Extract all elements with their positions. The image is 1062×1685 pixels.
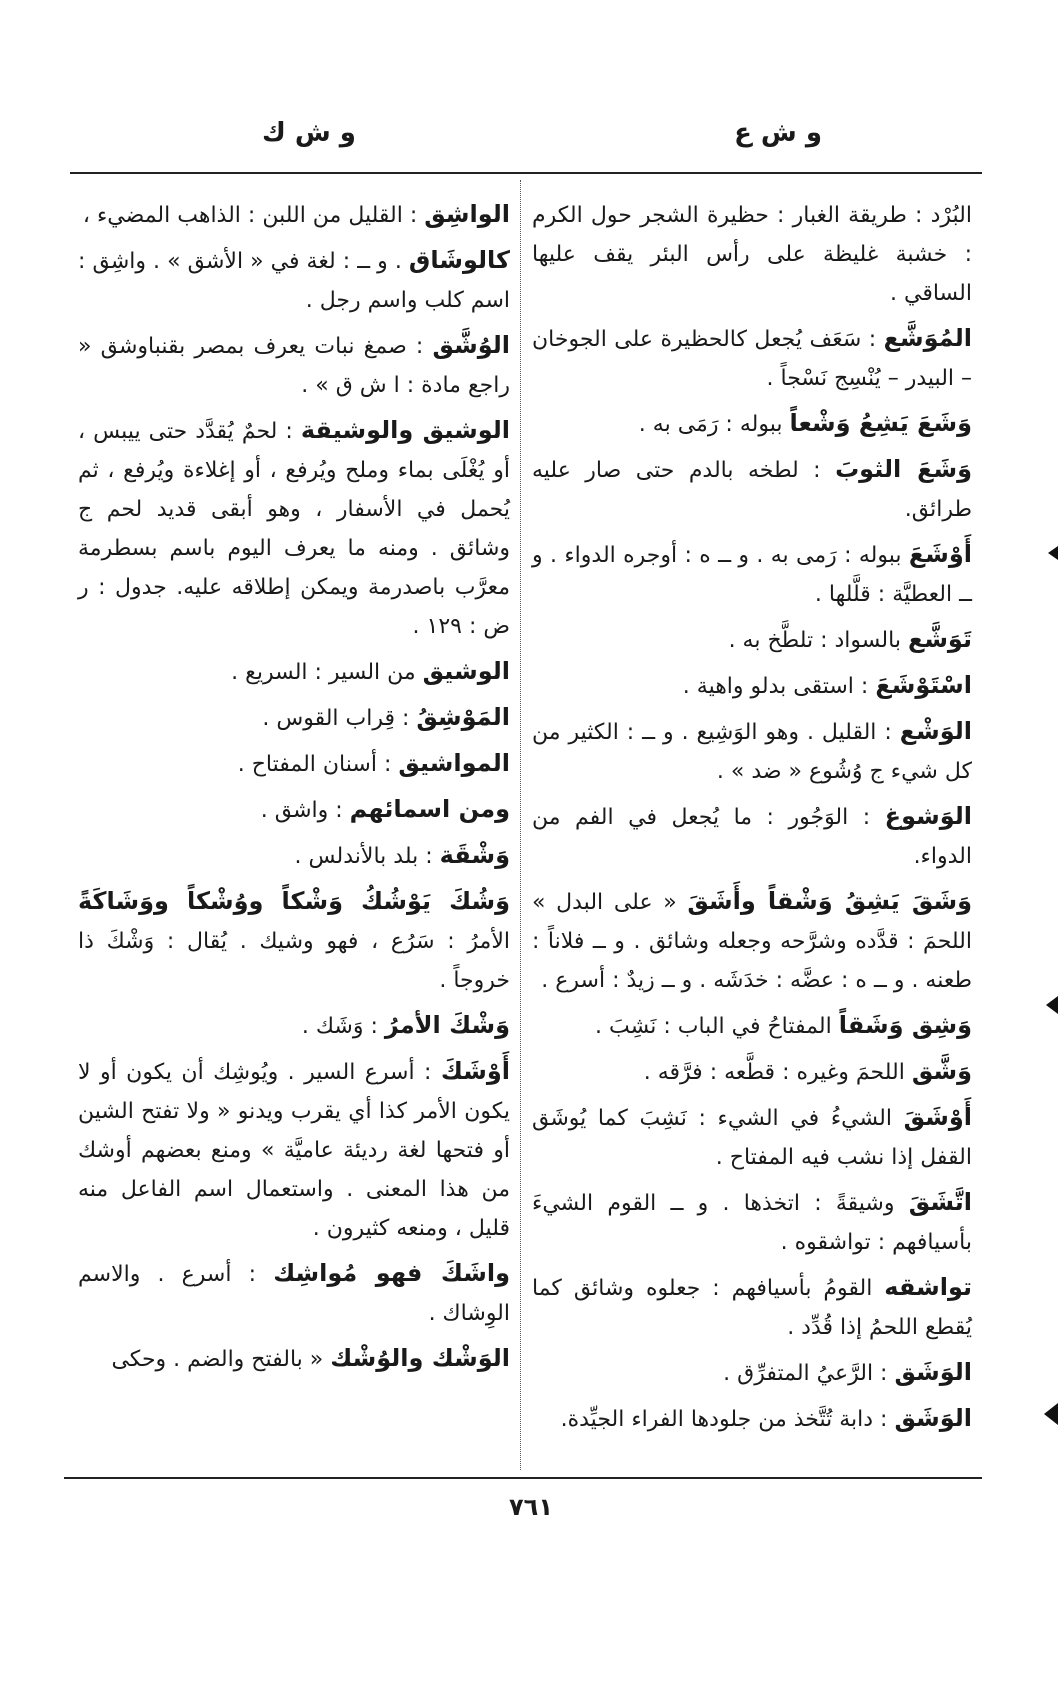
entry-headword: تواشقه bbox=[884, 1273, 972, 1301]
entry-definition: : القليل من اللبن : الذاهب المضيء ، bbox=[82, 203, 425, 228]
dictionary-entry bbox=[78, 698, 510, 738]
entry-headword: الوَشْع bbox=[899, 717, 972, 745]
dictionary-entry bbox=[78, 1339, 510, 1379]
entry-headword: وَشْقَة bbox=[439, 841, 510, 869]
dictionary-entry bbox=[532, 319, 972, 398]
dictionary-entry bbox=[78, 836, 510, 876]
dictionary-entry bbox=[532, 195, 972, 313]
entry-definition: : أسرع السير . ويُوشِك أن يكون أو لا يكون الأمر كذا أي يقرب ويدنو « ولا تفتح الشين أو فتحها لغة رديئة عاميَّة » ومنع بعضهم أوشك من هذا المعنى . واستعمال اسم الفاعل منه قليل ، ومنعه كثيرون . bbox=[78, 1060, 510, 1241]
entry-headword: أَوْشَعَ bbox=[908, 540, 972, 568]
entry-definition: اللحمَ وغيره : قطَّعه : فرَّقه . bbox=[643, 1060, 912, 1085]
entry-definition: « بالفتح والضم . وحكى bbox=[111, 1347, 331, 1372]
dictionary-entry bbox=[532, 1268, 972, 1347]
bottom-rule bbox=[64, 1477, 982, 1479]
entry-headword: الواشِق bbox=[424, 200, 510, 228]
dictionary-entry bbox=[532, 450, 972, 529]
entry-definition: : قِراب القوس . bbox=[262, 706, 417, 731]
entry-headword: اسْتَوْشَعَ bbox=[875, 671, 972, 699]
entry-headword: وَشَعَ يَشِعُ وَشْعاً bbox=[789, 409, 972, 437]
entry-headword: وَشَّق bbox=[911, 1057, 972, 1085]
top-rule bbox=[70, 172, 982, 174]
entry-headword: الوَشَق bbox=[894, 1404, 972, 1432]
entry-definition: ببوله : رَمى به . و ــ ه : أوجره الدواء . و ــ العطيَّة : قلَّلها . bbox=[532, 543, 972, 607]
entry-headword: الوَشوغ bbox=[884, 802, 972, 830]
dictionary-entry bbox=[532, 620, 972, 660]
entry-definition: : بلد بالأندلس . bbox=[294, 844, 440, 869]
entry-definition: : واشق . bbox=[260, 798, 350, 823]
page-number: ٧٦١ bbox=[509, 1493, 553, 1521]
right-column bbox=[532, 195, 972, 1470]
entry-headword: المَوْشِقُ bbox=[416, 703, 510, 731]
entry-definition: : لطخه بالدم حتى صار عليه طرائق. bbox=[532, 458, 972, 522]
dictionary-entry bbox=[532, 1183, 972, 1262]
dictionary-entry bbox=[78, 411, 510, 646]
entry-headword: ومن اسمائهم bbox=[349, 795, 510, 823]
dictionary-entry bbox=[78, 1006, 510, 1046]
entry-headword: واشَكَ فهو مُواشِك bbox=[273, 1259, 510, 1287]
entry-definition: القومُ بأسيافهم : جعلوه وشائق كما يُقطع اللحمُ إذا قُدِّد . bbox=[532, 1276, 972, 1340]
dictionary-entry bbox=[78, 744, 510, 784]
dictionary-entry bbox=[78, 195, 510, 235]
entry-headword: وَشْكَ الأمرُ bbox=[384, 1011, 510, 1039]
entry-definition: المفتاحُ في الباب : نَشِبَ . bbox=[595, 1014, 839, 1039]
entry-headword: تَوَشَّع bbox=[907, 625, 972, 653]
entry-definition: : الوَجُور : ما يُجعل في الفم من الدواء. bbox=[532, 805, 972, 869]
dictionary-entry bbox=[78, 882, 510, 1000]
entry-definition: : القليل . وهو الوَشِيع . و ــ : الكثير من كل شيء ج وُشُوع « ضد » . bbox=[532, 720, 972, 784]
dictionary-entry bbox=[78, 790, 510, 830]
entry-definition: البُرْد : طريقة الغبار : حظيرة الشجر حول الكرم : خشبة غليظة على رأس البئر يقف عليها الساقي . bbox=[532, 203, 972, 306]
dictionary-entry bbox=[532, 1006, 972, 1046]
dictionary-entry bbox=[532, 404, 972, 444]
entry-definition: الشيءُ في الشيء : نَشِبَ كما يُوشَق القفل إذا نشب فيه المفتاح . bbox=[532, 1106, 972, 1170]
left-column bbox=[78, 195, 510, 1470]
left-column-root-header: و ش ك bbox=[262, 118, 356, 148]
entry-definition: من السير : السريع . bbox=[231, 660, 423, 685]
entry-headword: أَوْشَكَ bbox=[440, 1057, 510, 1085]
entry-definition: : صمغ نبات يعرف بمصر بقنباوشق « راجع مادة : ا ش ق » . bbox=[78, 334, 510, 398]
right-column-root-header: و ش ع bbox=[734, 118, 822, 148]
entry-headword: الوَشَق bbox=[894, 1358, 972, 1386]
column-divider bbox=[520, 180, 521, 1470]
entry-headword: المُوَشَّع bbox=[883, 324, 972, 352]
dictionary-entry bbox=[78, 652, 510, 692]
entry-headword: أَوْشَقَ bbox=[903, 1103, 972, 1131]
entry-definition: . و ــ : لغة في « الأشق » . واشِق : اسم كلب واسم رجل . bbox=[78, 249, 510, 313]
dictionary-entry bbox=[532, 1399, 972, 1439]
entry-definition: الأمرُ : سَرُع ، فهو وشيك . يُقال : وَشْكَ ذا خروجاً . bbox=[78, 929, 510, 993]
entry-definition: ببوله : رَمَى به . bbox=[638, 412, 790, 437]
entry-headword: وَشِق وَشَقاً bbox=[838, 1011, 972, 1039]
margin-mark-arrow-icon bbox=[1044, 1403, 1058, 1425]
dictionary-entry bbox=[532, 712, 972, 791]
entry-definition: : دابة تُتَّخذ من جلودها الفراء الجيِّدة. bbox=[560, 1407, 895, 1432]
entry-headword: المواشيق bbox=[398, 749, 510, 777]
entry-headword: الوشيق والوشيقة bbox=[300, 416, 510, 444]
entry-definition: وشيقةً : اتخذها . و ــ القوم الشيءَ بأسيافهم : تواشقوه . bbox=[532, 1191, 972, 1255]
dictionary-entry bbox=[532, 535, 972, 614]
entry-definition: : أسرع . والاسم الوِشاك . bbox=[78, 1262, 510, 1326]
entry-headword: الوشيق bbox=[422, 657, 510, 685]
entry-definition: : لحمٌ يُقدَّد حتى ييبس ، أو يُغْلَى بماء وملح ويُرفع ، أو إغلاءة ويُرفع ، ثم يُحمل في الأسفار ، وهو أبقى قديد لحم ج وشائق . ومنه ما يعرف اليوم باسم بسطرمة معرَّب باصدرمة ويمكن إطلاقه عليه. جدول : ر ض : ١٢٩ . bbox=[78, 419, 510, 639]
entry-definition: : استقى بدلو واهية . bbox=[682, 674, 876, 699]
dictionary-entry bbox=[78, 241, 510, 320]
entry-headword: الوُشَّق bbox=[432, 331, 510, 359]
margin-mark-arrow-icon bbox=[1048, 546, 1058, 560]
margin-mark-arrow-icon bbox=[1046, 996, 1058, 1014]
entry-definition: : وَشَك . bbox=[301, 1014, 385, 1039]
entry-headword: الوَشْك والوُشْك bbox=[330, 1344, 510, 1372]
dictionary-entry bbox=[532, 882, 972, 1000]
entry-headword: وَشَعَ الثوبَ bbox=[835, 455, 972, 483]
entry-definition: بالسواد : تلطَّخ به . bbox=[728, 628, 908, 653]
entry-headword: كالوشَاق bbox=[408, 246, 510, 274]
dictionary-entry bbox=[78, 1254, 510, 1333]
entry-headword: اتَّشَقَ bbox=[908, 1188, 972, 1216]
dictionary-entry bbox=[78, 1052, 510, 1248]
entry-definition: : أسنان المفتاح . bbox=[237, 752, 399, 777]
entry-headword: وَشَقَ يَشِقُ وَشْقاً وأَشَقَ bbox=[687, 887, 972, 915]
entry-definition: : سَعَف يُجعل كالحظيرة على الجوخان – البيدر – يُنْسِج نَسْجاً . bbox=[532, 327, 972, 391]
dictionary-entry bbox=[532, 797, 972, 876]
entry-definition: : الرَّعيُ المتفرِّق . bbox=[723, 1361, 895, 1386]
dictionary-entry bbox=[532, 1353, 972, 1393]
dictionary-entry bbox=[532, 1052, 972, 1092]
dictionary-entry bbox=[532, 666, 972, 706]
entry-definition: « على البدل » اللحمَ : قدَّده وشرَّحه وجعله وشائق . و ــ فلاناً : طعنه . و ــ ه : عضَّه : خدَشَه . و ــ زيدٌ : أسرع . bbox=[532, 890, 972, 993]
dictionary-entry bbox=[532, 1098, 972, 1177]
entry-headword: وَشُكَ يَوْشُكُ وَشْكاً ووُشْكاً ووَشَاكَةً bbox=[78, 887, 510, 915]
dictionary-entry bbox=[78, 326, 510, 405]
